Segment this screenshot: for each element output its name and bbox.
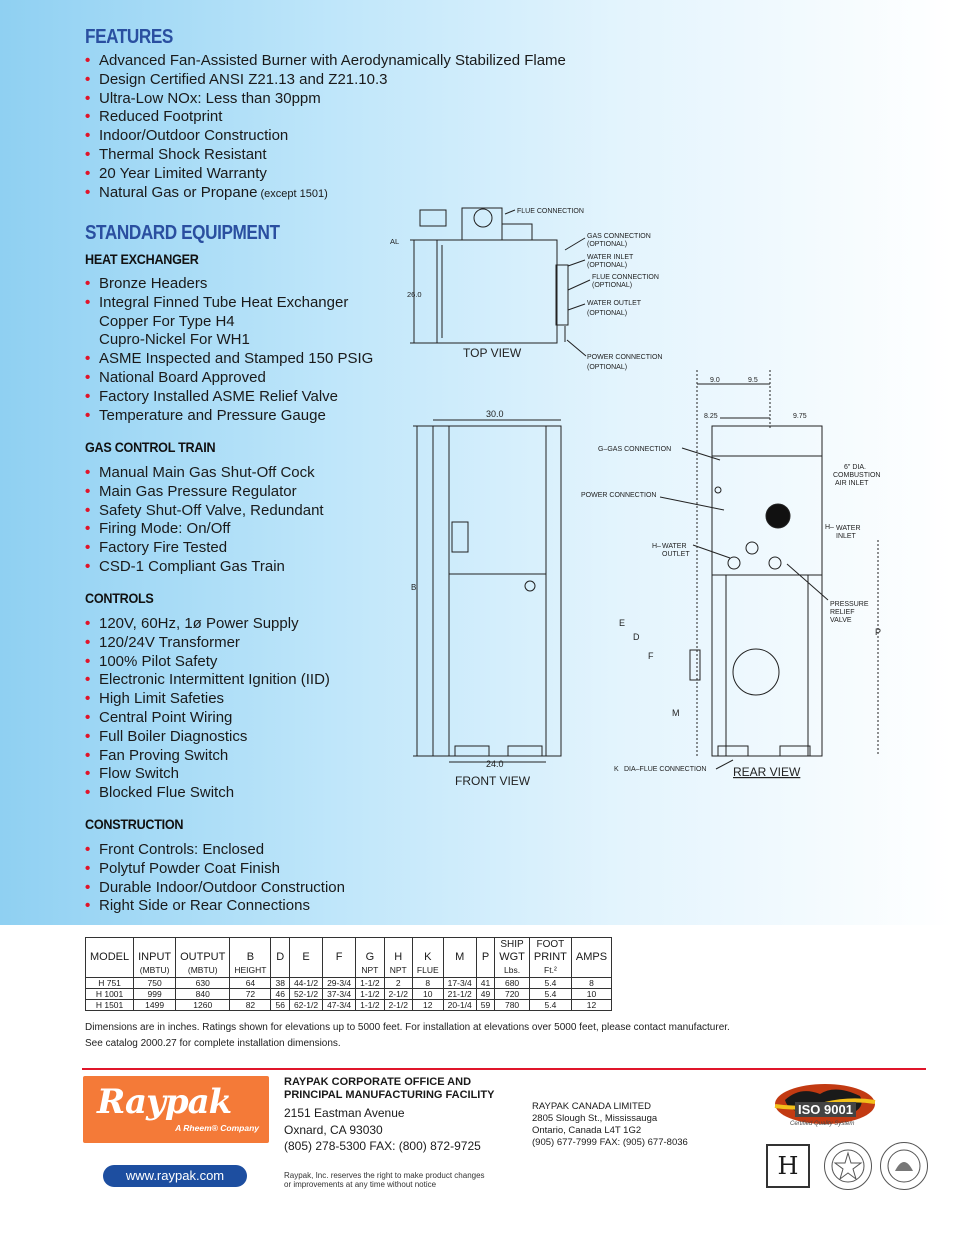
list-item-text: Factory Installed ASME Relief Valve xyxy=(99,387,338,405)
top-view-callout: (OPTIONAL) xyxy=(592,282,633,289)
table-header xyxy=(134,938,176,978)
top-view-callout: (OPTIONAL) xyxy=(587,310,628,317)
office-address-2: Oxnard, CA 93030 xyxy=(284,1122,383,1137)
rear-view-callout-relief-2: RELIEF xyxy=(830,609,855,616)
table-header xyxy=(443,938,476,978)
top-view-callout: WATER INLET xyxy=(587,254,634,261)
header-spacer xyxy=(576,938,607,951)
front-view-dim-bottom: 24.0 xyxy=(486,759,504,769)
table-header xyxy=(384,938,412,978)
list-item-text: Durable Indoor/Outdoor Construction xyxy=(99,878,345,896)
rear-view-callout-relief-3: VALVE xyxy=(830,617,852,624)
top-view-callout: (OPTIONAL) xyxy=(587,241,628,248)
rear-view-drawing xyxy=(690,370,881,756)
standard-equipment-title: STANDARD EQUIPMENT xyxy=(85,222,280,244)
list-item-text: 100% Pilot Safety xyxy=(99,652,218,670)
list-item-text: Main Gas Pressure Regulator xyxy=(99,482,297,500)
table-cell: 10 xyxy=(412,989,443,1000)
header-unit xyxy=(481,964,490,977)
header-unit: Lbs. xyxy=(504,965,521,975)
office-address-1: 2151 Eastman Avenue xyxy=(284,1106,405,1120)
bullet-icon: • xyxy=(85,727,91,745)
bullet-icon: • xyxy=(85,350,91,368)
table-row xyxy=(86,989,612,1000)
table-header xyxy=(529,938,571,978)
table-cell: 12 xyxy=(412,1000,443,1011)
header-unit: HEIGHT xyxy=(234,965,267,975)
bullet-icon: • xyxy=(85,368,91,386)
table-cell: 2-1/2 xyxy=(384,989,412,1000)
list-item-text: Central Point Wiring xyxy=(99,708,233,726)
list-item-text: Flow Switch xyxy=(99,765,180,783)
table-cell: 49 xyxy=(476,989,494,1000)
bullet-icon: • xyxy=(85,746,91,764)
header-spacer xyxy=(448,938,472,951)
list-item-text: Integral Finned Tube Heat Exchanger xyxy=(99,293,349,311)
table-cell: 680 xyxy=(495,978,530,989)
controls-title: CONTROLS xyxy=(85,590,154,606)
header-main: M xyxy=(455,951,465,963)
bullet-icon: • xyxy=(85,633,91,651)
table-cell: 44-1/2 xyxy=(289,978,322,989)
front-view-drawing xyxy=(413,420,561,762)
table-cell: 630 xyxy=(176,978,230,989)
corporate-office-heading xyxy=(284,1076,494,1102)
rear-view-callout-combustion-1: 6" DIA. xyxy=(844,464,866,471)
header-unit: (MBTU) xyxy=(139,965,170,975)
logo-wordmark: Raypak xyxy=(97,1082,232,1122)
csa-seal-icon xyxy=(824,1142,872,1190)
bullet-icon: • xyxy=(85,859,91,877)
office-heading-line-1: RAYPAK CORPORATE OFFICE AND xyxy=(284,1076,472,1088)
table-cell: 56 xyxy=(271,1000,289,1011)
list-item-continuation: Copper For Type H4 xyxy=(99,312,235,330)
rear-view-callout-relief-1: PRESSURE xyxy=(830,601,869,608)
list-item-text: ASME Inspected and Stamped 150 PSIG xyxy=(99,350,374,368)
table-header xyxy=(476,938,494,978)
table-cell: 29-3/4 xyxy=(323,978,356,989)
canada-line-3: Ontario, Canada L4T 1G2 xyxy=(532,1125,642,1136)
list-item-text: CSD-1 Compliant Gas Train xyxy=(99,557,285,575)
header-unit: NPT xyxy=(361,965,379,975)
table-cell: 38 xyxy=(271,978,289,989)
table-cell: 1-1/2 xyxy=(356,1000,384,1011)
bullet-icon: • xyxy=(85,70,91,88)
header-main: G xyxy=(365,951,375,963)
bullet-icon: • xyxy=(85,539,91,557)
bullet-icon: • xyxy=(85,671,91,689)
list-item-text: Firing Mode: On/Off xyxy=(99,520,231,538)
header-main: K xyxy=(424,951,432,963)
website-link[interactable]: www.raypak.com xyxy=(103,1165,247,1187)
table-cell: 1499 xyxy=(134,1000,176,1011)
table-cell: 720 xyxy=(495,989,530,1000)
bullet-icon: • xyxy=(85,145,91,163)
table-cell: H 751 xyxy=(86,978,134,989)
table-cell: 780 xyxy=(495,1000,530,1011)
table-cell: 17-3/4 xyxy=(443,978,476,989)
corporate-office-address xyxy=(284,1105,481,1155)
bullet-icon: • xyxy=(85,557,91,575)
header-spacer xyxy=(481,938,490,951)
table-cell: 37-3/4 xyxy=(323,989,356,1000)
rear-view-callout-flue-k: K xyxy=(614,766,619,773)
list-item-text: 120V, 60Hz, 1ø Power Supply xyxy=(99,615,299,632)
rear-view-dim: 9.75 xyxy=(793,413,807,420)
table-cell: 5.4 xyxy=(529,1000,571,1011)
header-main: F xyxy=(335,951,343,963)
disclaimer-line-2: or improvements at any time without notice xyxy=(284,1180,437,1189)
list-item-text: Fan Proving Switch xyxy=(99,746,229,764)
bullet-icon: • xyxy=(85,615,91,632)
table-header xyxy=(86,938,134,978)
bullet-icon: • xyxy=(85,652,91,670)
header-unit: (MBTU) xyxy=(187,965,218,975)
canada-line-2: 2805 Slough St., Mississauga xyxy=(532,1113,658,1124)
certification-seal-icon xyxy=(880,1142,928,1190)
header-spacer xyxy=(417,938,439,951)
canada-office xyxy=(532,1101,688,1149)
rear-view-letter: D xyxy=(633,632,640,642)
table-cell: 52-1/2 xyxy=(289,989,322,1000)
header-unit xyxy=(327,964,351,977)
top-view-callout: WATER OUTLET xyxy=(587,300,642,307)
bullet-icon: • xyxy=(85,765,91,783)
table-row xyxy=(86,1000,612,1011)
bullet-icon: • xyxy=(85,464,91,481)
rear-view-letter: P xyxy=(875,627,882,637)
rear-view-letters xyxy=(619,618,881,718)
rear-view-dim: 8.25 xyxy=(704,413,718,420)
header-spacer xyxy=(294,938,318,951)
table-cell: 8 xyxy=(571,978,611,989)
list-item-text: Bronze Headers xyxy=(99,275,208,292)
bullet-icon: • xyxy=(85,52,91,69)
table-cell: 840 xyxy=(176,989,230,1000)
bullet-icon: • xyxy=(85,293,91,311)
rear-view-callout-power: POWER CONNECTION xyxy=(581,492,657,499)
bullet-icon: • xyxy=(85,164,91,182)
table-header xyxy=(323,938,356,978)
rear-view-callout-water-inlet-2: INLET xyxy=(836,533,856,540)
bullet-icon: • xyxy=(85,897,91,915)
table-header xyxy=(412,938,443,978)
header-unit: Ft.² xyxy=(544,965,557,975)
list-item-text: Temperature and Pressure Gauge xyxy=(99,406,326,424)
header-spacer xyxy=(360,938,379,951)
rear-view-callout-gas: G–GAS CONNECTION xyxy=(598,446,672,453)
list-item-text: 20 Year Limited Warranty xyxy=(99,164,267,182)
spec-table xyxy=(85,937,612,1011)
table-cell: 64 xyxy=(230,978,271,989)
bullet-icon: • xyxy=(85,841,91,858)
rear-view-letter: M xyxy=(672,708,680,718)
table-cell: 47-3/4 xyxy=(323,1000,356,1011)
header-main: MODEL xyxy=(90,951,130,963)
table-row xyxy=(86,978,612,989)
header-spacer xyxy=(180,938,225,951)
list-item-text: Blocked Flue Switch xyxy=(99,784,235,802)
top-view-drawing xyxy=(410,208,568,343)
table-cell: 5.4 xyxy=(529,989,571,1000)
bullet-icon: • xyxy=(85,501,91,519)
table-cell: H 1001 xyxy=(86,989,134,1000)
construction-title: CONSTRUCTION xyxy=(85,816,184,832)
bullet-icon: • xyxy=(85,690,91,708)
header-main: B xyxy=(246,951,255,963)
top-view-callout-group xyxy=(517,208,662,371)
bullet-icon: • xyxy=(85,108,91,126)
features-title: FEATURES xyxy=(85,26,173,48)
list-item-text: Advanced Fan-Assisted Burner with Aerodynamically Stabilized Flame xyxy=(99,52,566,69)
bullet-icon: • xyxy=(85,482,91,500)
table-cell: 2 xyxy=(384,978,412,989)
list-item-text: National Board Approved xyxy=(99,368,266,386)
header-main: E xyxy=(302,951,310,963)
rear-view-callout-flue: DIA–FLUE CONNECTION xyxy=(624,766,707,773)
bullet-icon: • xyxy=(85,708,91,726)
header-unit xyxy=(448,964,472,977)
table-cell: 750 xyxy=(134,978,176,989)
table-cell: 1-1/2 xyxy=(356,989,384,1000)
table-cell: 46 xyxy=(271,989,289,1000)
table-note-1: Dimensions are in inches. Ratings shown for elevations up to 5000 feet. For installation at elevations over 5000 feet, please contact manufacturer. xyxy=(85,1022,730,1033)
rear-view-dims xyxy=(704,377,807,420)
rear-view-callout-water-inlet-1: WATER xyxy=(836,525,861,532)
office-phone: (805) 278-5300 FAX: (800) 872-9725 xyxy=(284,1139,481,1153)
top-view-callout: POWER CONNECTION xyxy=(587,354,663,361)
rear-view-callout-water-inlet-h: H– xyxy=(825,524,834,531)
rear-view-letter: F xyxy=(648,651,654,661)
table-cell: 72 xyxy=(230,989,271,1000)
table-cell: 2-1/2 xyxy=(384,1000,412,1011)
table-cell: 1260 xyxy=(176,1000,230,1011)
rear-view-caption: REAR VIEW xyxy=(733,765,801,779)
top-view-callout: FLUE CONNECTION xyxy=(592,274,659,281)
rear-view-callout-water-outlet-h: H– xyxy=(652,543,661,550)
bullet-icon: • xyxy=(85,784,91,802)
top-view-callout: FLUE CONNECTION xyxy=(517,208,584,215)
table-header xyxy=(289,938,322,978)
list-item-text: Polytuf Powder Coat Finish xyxy=(99,859,280,877)
list-item-text: High Limit Safeties xyxy=(99,690,225,708)
front-view-dim-height: B xyxy=(411,583,417,592)
header-spacer xyxy=(389,938,408,951)
front-view-caption: FRONT VIEW xyxy=(455,774,531,788)
table-cell: H 1501 xyxy=(86,1000,134,1011)
table-header xyxy=(571,938,611,978)
list-item-text: Front Controls: Enclosed xyxy=(99,841,265,858)
bullet-icon: • xyxy=(85,127,91,145)
gas-control-train-title: GAS CONTROL TRAIN xyxy=(85,439,216,455)
header-spacer xyxy=(90,938,129,951)
table-cell: 999 xyxy=(134,989,176,1000)
rear-view-callout-combustion-3: AIR INLET xyxy=(835,480,869,487)
iso-label: ISO 9001 xyxy=(795,1102,856,1117)
list-item-text: Electronic Intermittent Ignition (IID) xyxy=(99,671,330,689)
list-item-text: Safety Shut-Off Valve, Redundant xyxy=(99,501,324,519)
table-cell: 62-1/2 xyxy=(289,1000,322,1011)
table-cell: 8 xyxy=(412,978,443,989)
header-spacer xyxy=(138,938,171,951)
table-cell: 10 xyxy=(571,989,611,1000)
table-cell: 59 xyxy=(476,1000,494,1011)
header-spacer xyxy=(275,938,284,951)
bullet-icon: • xyxy=(85,520,91,538)
top-view-dim-depth: 26.0 xyxy=(407,290,422,299)
bullet-icon: • xyxy=(85,275,91,292)
header-unit xyxy=(90,964,129,977)
rear-view-dim: 9.0 xyxy=(710,377,720,384)
rear-view-letter: E xyxy=(619,618,626,628)
list-item-continuation: Cupro-Nickel For WH1 xyxy=(99,331,250,349)
raypak-logo xyxy=(83,1076,269,1143)
bullet-icon: • xyxy=(85,406,91,424)
top-view-dim-al: AL xyxy=(390,237,400,246)
disclaimer xyxy=(284,1171,485,1189)
list-item-text: Indoor/Outdoor Construction xyxy=(99,127,289,145)
table-header xyxy=(176,938,230,978)
rear-view-callout-combustion-2: COMBUSTION xyxy=(833,472,881,479)
canada-line-4: (905) 677-7999 FAX: (905) 677-8036 xyxy=(532,1137,688,1148)
header-main: PRINT xyxy=(533,951,567,963)
header-main: D xyxy=(276,951,285,963)
header-unit: FLUE xyxy=(416,965,439,975)
rear-view-callout-water-outlet-1: WATER xyxy=(662,543,687,550)
header-main: INPUT xyxy=(138,951,172,963)
header-main: AMPS xyxy=(575,951,608,963)
table-cell: 21-1/2 xyxy=(443,989,476,1000)
header-main: H xyxy=(394,951,403,963)
header-main: P xyxy=(481,951,490,963)
rear-view-callouts xyxy=(581,446,880,773)
list-item-text: Natural Gas or Propane xyxy=(99,183,258,201)
top-view-callout: (OPTIONAL) xyxy=(587,364,628,371)
table-cell: 20-1/4 xyxy=(443,1000,476,1011)
header-top-line: SHIP xyxy=(500,939,524,950)
rear-view-dim: 9.5 xyxy=(748,377,758,384)
list-item-text: Ultra-Low NOx: Less than 30ppm xyxy=(99,89,321,107)
top-view-caption: TOP VIEW xyxy=(463,346,522,360)
top-view-callout: (OPTIONAL) xyxy=(587,262,628,269)
table-cell: 5.4 xyxy=(529,978,571,989)
bullet-icon: • xyxy=(85,878,91,896)
table-note-2: See catalog 2000.27 for complete installation dimensions. xyxy=(85,1038,341,1049)
office-heading-line-2: PRINCIPAL MANUFACTURING FACILITY xyxy=(284,1089,495,1101)
canada-line-1: RAYPAK CANADA LIMITED xyxy=(532,1101,651,1112)
table-header xyxy=(495,938,530,978)
header-top-line: FOOT xyxy=(536,939,565,950)
disclaimer-line-1: Raypak, Inc. reserves the right to make product changes xyxy=(284,1171,485,1180)
list-item-text: Full Boiler Diagnostics xyxy=(99,727,248,745)
list-item-text: Right Side or Rear Connections xyxy=(99,897,310,915)
bullet-icon: • xyxy=(85,183,91,201)
table-header xyxy=(271,938,289,978)
asme-h-stamp-icon: H xyxy=(766,1144,810,1188)
bullet-icon: • xyxy=(85,387,91,405)
header-main: WGT xyxy=(499,951,525,963)
table-header xyxy=(356,938,384,978)
list-item-text: Reduced Footprint xyxy=(99,108,223,126)
list-item-text: 120/24V Transformer xyxy=(99,633,240,651)
table-cell: 41 xyxy=(476,978,494,989)
list-item-text: Factory Fire Tested xyxy=(99,539,228,557)
list-item-text: Manual Main Gas Shut-Off Cock xyxy=(99,464,315,481)
header-unit xyxy=(576,964,607,977)
top-view-callout: GAS CONNECTION xyxy=(587,233,651,240)
heat-exchanger-title: HEAT EXCHANGER xyxy=(85,251,199,267)
table-cell: 12 xyxy=(571,1000,611,1011)
header-unit: NPT xyxy=(389,965,407,975)
rear-view-callout-water-outlet-2: OUTLET xyxy=(662,551,690,558)
bullet-icon: • xyxy=(85,89,91,107)
list-item-text: Thermal Shock Resistant xyxy=(99,145,267,163)
header-spacer xyxy=(327,938,351,951)
table-header xyxy=(230,938,271,978)
list-item-text: Design Certified ANSI Z21.13 and Z21.10.3 xyxy=(99,70,388,88)
header-unit xyxy=(294,964,318,977)
table-cell: 82 xyxy=(230,1000,271,1011)
header-unit xyxy=(275,964,284,977)
front-view-dim-top: 30.0 xyxy=(486,409,504,419)
header-main: OUTPUT xyxy=(180,951,226,963)
table-cell: 1-1/2 xyxy=(356,978,384,989)
list-item-note: (except 1501) xyxy=(257,187,328,200)
logo-tagline: A Rheem® Company xyxy=(175,1123,259,1133)
header-spacer xyxy=(234,938,266,951)
footer-divider xyxy=(82,1068,926,1070)
iso-sublabel: Certified Quality System xyxy=(790,1121,855,1127)
